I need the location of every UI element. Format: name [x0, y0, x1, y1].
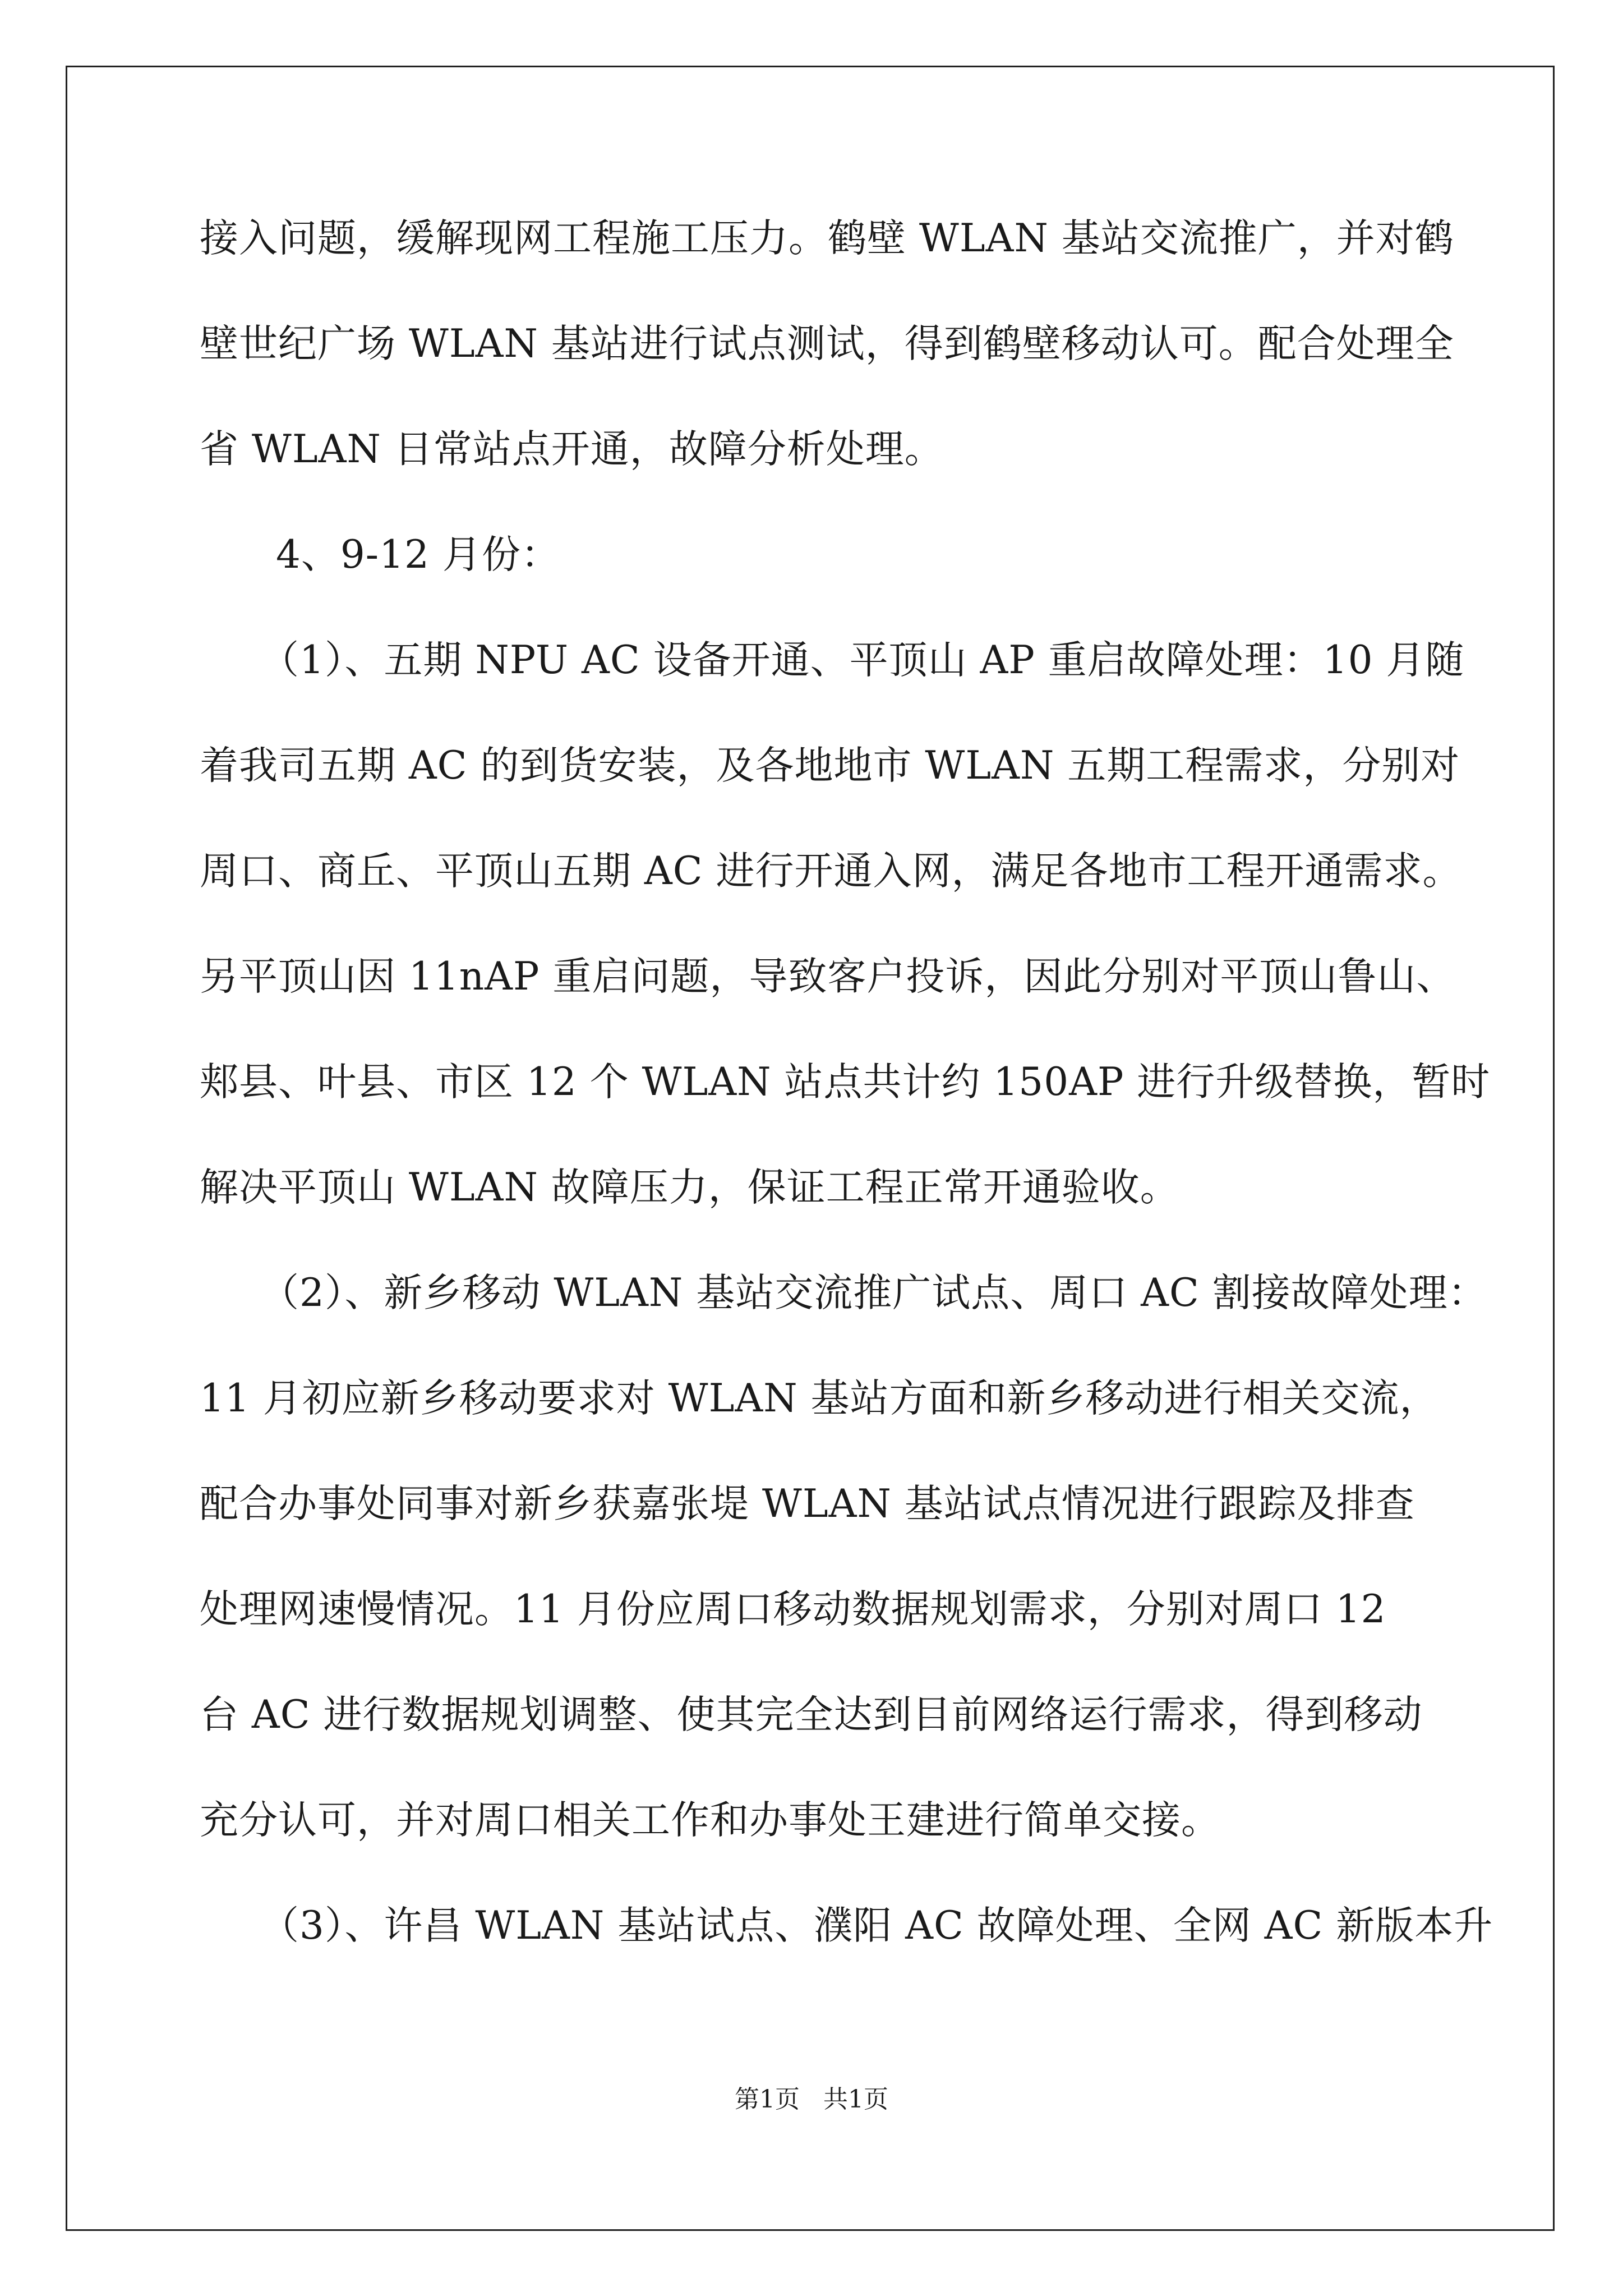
page-footer: 第1页 共1页: [735, 2085, 888, 2114]
paragraph-start: （2）、新乡移动 WLAN 基站交流推广试点、周口 AC 割接故障处理：: [260, 1271, 1487, 1315]
text-line: 省 WLAN 日常站点开通，故障分析处理。: [200, 427, 944, 472]
paragraph-start: （1）、五期 NPU AC 设备开通、平顶山 AP 重启故障处理：10 月随: [260, 638, 1465, 683]
text-line: 充分认可，并对周口相关工作和办事处王建进行简单交接。: [200, 1798, 1220, 1843]
paragraph-start: （3）、许昌 WLAN 基站试点、濮阳 AC 故障处理、全网 AC 新版本升: [260, 1903, 1493, 1948]
text-line: 周口、商丘、平顶山五期 AC 进行开通入网，满足各地市工程开通需求。: [200, 849, 1462, 894]
text-line: 处理网速慢情况。11 月份应周口移动数据规划需求，分别对周口 12: [200, 1587, 1386, 1632]
section-heading: 4、9-12 月份：: [276, 532, 560, 577]
text-line: 接入问题，缓解现网工程施工压力。鹤壁 WLAN 基站交流推广，并对鹤: [200, 216, 1454, 261]
text-line: 另平顶山因 11nAP 重启问题，导致客户投诉，因此分别对平顶山鲁山、: [200, 954, 1456, 999]
text-line: 郏县、叶县、市区 12 个 WLAN 站点共计约 150AP 进行升级替换，暂时: [200, 1060, 1491, 1105]
text-line: 台 AC 进行数据规划调整、使其完全达到目前网络运行需求，得到移动: [200, 1692, 1423, 1737]
text-line: 解决平顶山 WLAN 故障压力，保证工程正常开通验收。: [200, 1165, 1179, 1210]
text-line: 11 月初应新乡移动要求对 WLAN 基站方面和新乡移动进行相关交流，: [200, 1376, 1439, 1421]
text-line: 壁世纪广场 WLAN 基站进行试点测试，得到鹤壁移动认可。配合处理全: [200, 321, 1454, 366]
text-line: 配合办事处同事对新乡获嘉张堤 WLAN 基站试点情况进行跟踪及排查: [200, 1481, 1415, 1526]
text-line: 着我司五期 AC 的到货安装，及各地地市 WLAN 五期工程需求，分别对: [200, 743, 1460, 788]
